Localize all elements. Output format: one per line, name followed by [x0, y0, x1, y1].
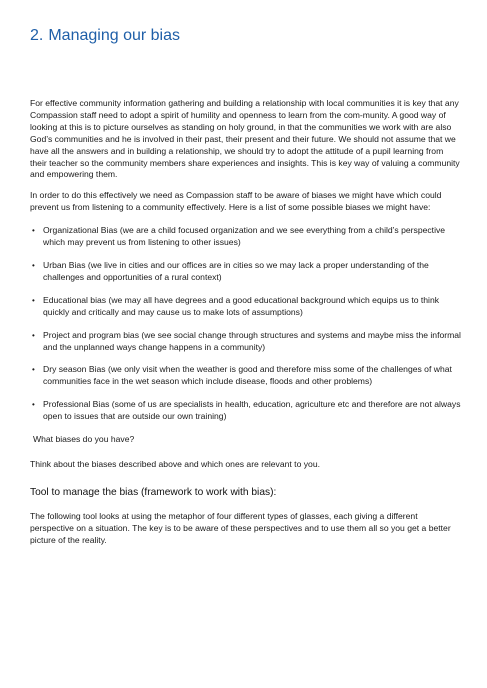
bias-text: Professional Bias (some of us are specialists in health, education, agriculture etc and therefore are not always open to issues that are outside our own training)	[43, 399, 461, 422]
bullet-icon: •	[32, 226, 35, 236]
document-body	[30, 98, 462, 547]
bullet-icon: •	[32, 260, 35, 270]
list-item	[30, 295, 462, 319]
tool-heading: Tool to manage the bias (framework to work with bias):	[30, 486, 277, 498]
section-heading	[30, 26, 180, 46]
list-item	[30, 260, 462, 284]
bullet-icon: •	[32, 295, 35, 305]
bias-text: Dry season Bias (we only visit when the weather is good and therefore miss some of the challenges of what communities face in the wet season which include disease, floods and other problems)	[43, 364, 452, 387]
list-item	[30, 364, 462, 388]
bullet-icon: •	[32, 330, 35, 340]
bias-list	[30, 225, 462, 423]
bullet-icon: •	[32, 400, 35, 410]
list-item	[30, 225, 462, 249]
tool-description: The following tool looks at using the metaphor of four different types of glasses, each giving a different perspective on a situation. The key is to be aware of these perspectives and to use them all so you get a better picture of the reality.	[30, 510, 451, 545]
bias-text: Organizational Bias (we are a child focused organization and we see everything from a child’s perspective which may prevent us from listening to other issues)	[43, 225, 446, 248]
section-number: 2.	[30, 27, 44, 44]
bias-text: Educational bias (we may all have degrees and a good educational background which equips us to think quickly and critically and may cause us to make lots of assumptions)	[43, 294, 440, 317]
intro-paragraph: For effective community information gathering and building a relationship with local communities it is key that any Compassion staff need to adopt a spirit of humility and openness to learn from the com-munity. A good way of looking at this is to picture ourselves as standing on holy ground, in that the communities we work with are also God’s communities and he is involved in their past, their present and their future. We should not assume that we have all the answers and in building a relationship, we should try to adopt the attitude of a pupil learning from their teacher so the community members share experiences and insights. This is key way of valuing a community and empowering them.	[30, 98, 460, 180]
bias-text: Project and program bias (we see social change through structures and systems and maybe miss the informal and the unplanned ways change happens in a community)	[43, 329, 461, 352]
list-item	[30, 399, 462, 423]
section-title: Managing our bias	[48, 27, 180, 44]
bias-text: Urban Bias (we live in cities and our offices are in cities so we may lack a proper understanding of the challenges and opportunities of a rural context)	[43, 259, 429, 282]
reflection-prompt: Think about the biases described above and which ones are relevant to you.	[30, 458, 320, 469]
reflection-question: What biases do you have?	[33, 434, 135, 445]
lead-in-paragraph: In order to do this effectively we need as Compassion staff to be aware of biases we might have which could prevent us from listening to a community effectively. Here is a list of some possible biases we might have:	[30, 190, 442, 213]
list-item	[30, 330, 462, 354]
bullet-icon: •	[32, 365, 35, 375]
